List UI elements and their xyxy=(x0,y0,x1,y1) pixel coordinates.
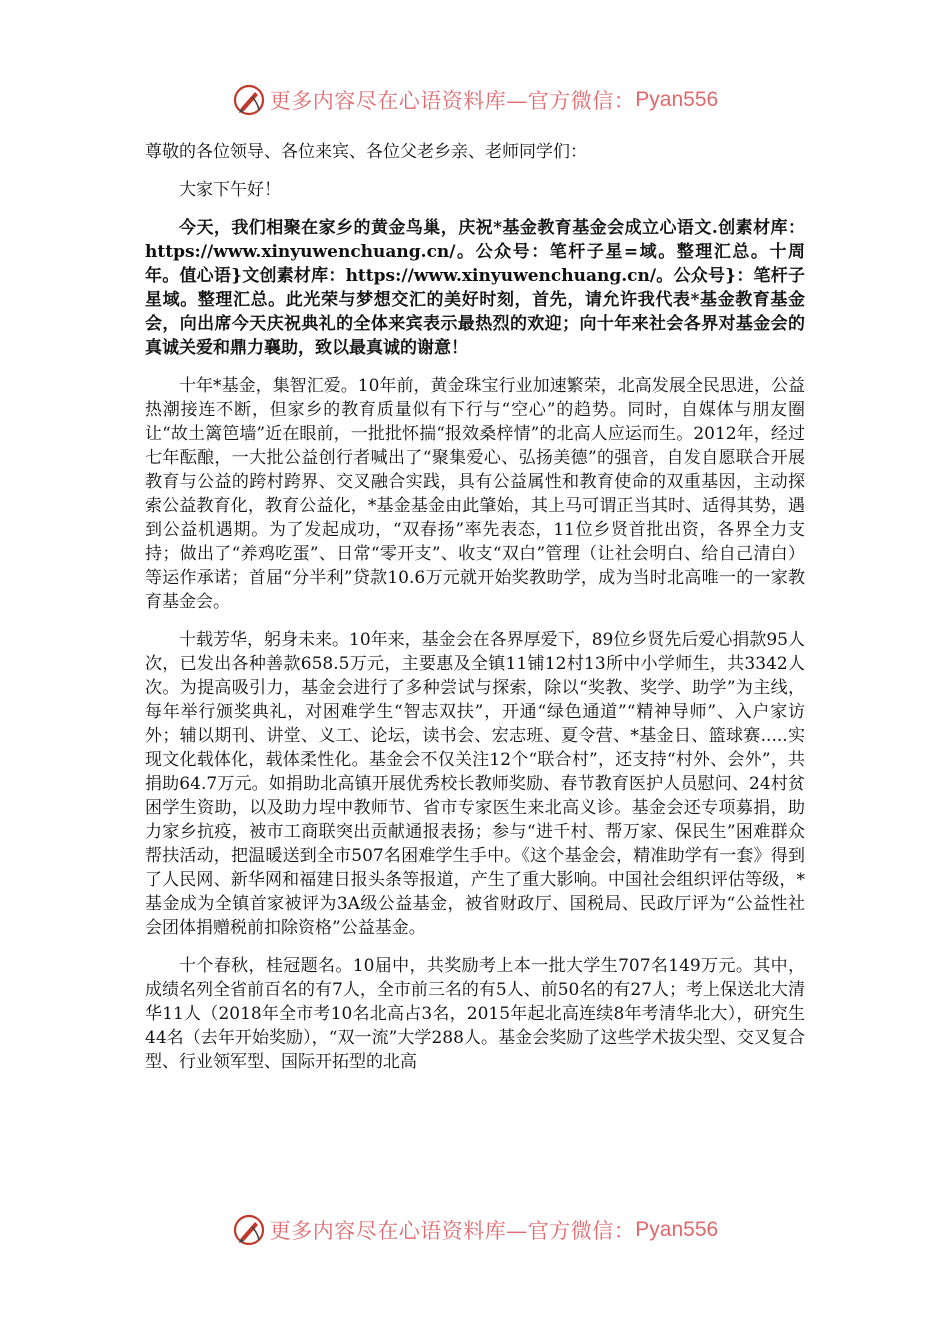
header-banner xyxy=(0,78,950,122)
pen-logo-icon xyxy=(232,1213,266,1247)
intro-paragraph: 今天，我们相聚在家乡的黄金鸟巢，庆祝*基金教育基金会成立心语文.创素材库：https://www.xinyuwenchuang.cn/。公众号：笔杆子星=域。整理汇总。十周年。值心语}文创素材库：https://www.xinyuwenchuang.cn/。公众号}：笔杆子星域。整理汇总。此光荣与梦想交汇的美好时刻，首先，请允许我代表*基金教育基金会，向出席今天庆祝典礼的全体来宾表示最热烈的欢迎；向十年来社会各界对基金会的真诚关爱和鼎力襄助，致以最真诚的谢意！ xyxy=(145,218,805,358)
greeting: 大家下午好！ xyxy=(179,180,281,200)
salutation: 尊敬的各位领导、各位来宾、各位父老乡亲、老师同学们： xyxy=(145,142,587,162)
pen-logo-icon xyxy=(232,83,266,117)
banner-text: 更多内容尽在心语资料库—官方微信： xyxy=(269,1219,636,1243)
banner-wechat-id: Pyan556 xyxy=(635,88,719,111)
paragraph-achievements: 十载芳华，躬身未来。10年来，基金会在各界厚爱下，89位乡贤先后爱心捐款95人次，已发出各种善款658.5万元，主要惠及全镇11铺12村13所中小学师生，共3342人次。为提高吸引力，基金会进行了多种尝试与探索，除以“奖教、奖学、助学”为主线，每年举行颁奖典礼，对困难学生“智志双扶”，开通“绿色通道”“精神导师”、入户家访外；辅以期刊、讲堂、义工、论坛，读书会、宏志班、夏令营、*基金日、篮球赛.....实现文化载体化，载体柔性化。基金会不仅关注12个“联合村”，还支持“村外、会外”，共捐助64.7万元。如捐助北高镇开展优秀校长教师奖励、春节教育医护人员慰问、24村贫困学生资助，以及助力埕中教师节、省市专家医生来北高义诊。基金会还专项募捐，助力家乡抗疫，被市工商联突出贡献通报表扬；参与“进千村、帮万家、保民生”困难群众帮扶活动，把温暖送到全市507名困难学生手中。《这个基金会，精准助学有一套》得到了人民网、新华网和福建日报头条等报道，产生了重大影响。中国社会组织评估等级，*基金成为全镇首家被评为3A级公益基金，被省财政厅、国税局、民政厅评为“公益性社会团体捐赠税前扣除资格”公益基金。 xyxy=(145,630,805,938)
footer-banner xyxy=(0,1208,950,1252)
paragraph-awards: 十个春秋，桂冠题名。10届中，共奖励考上本一批大学生707名149万元。其中，成绩名列全省前百名的有7人，全市前三名的有5人、前50名的有27人；考上保送北大清华11人（2018年全市考10名北高占3名，2015年起北高连续8年考清华北大），研究生44名（去年开始奖励），“双一流”大学288人。基金会奖励了这些学术拔尖型、交叉复合型、行业领军型、国际开拓型的北高 xyxy=(145,956,805,1072)
paragraph-founding: 十年*基金，集智汇爱。10年前，黄金珠宝行业加速繁荣，北高发展全民思进，公益热潮接连不断，但家乡的教育质量似有下行与“空心”的趋势。同时，自媒体与朋友圈让“故土篱笆墙”近在眼前，一批批怀揣“报效桑梓情”的北高人应运而生。2012年，经过七年酝酿，一大批公益创行者喊出了“聚集爱心、弘扬美德”的强音，自发自愿联合开展教育与公益的跨村跨界、交叉融合实践，具有公益属性和教育使命的双重基因，主动探索公益教育化，教育公益化，*基金基金由此肇始，其上马可谓正当其时、适得其势，遇到公益机遇期。为了发起成功，“双春扬”率先表态，11位乡贤首批出资，各界全力支持；做出了“养鸡吃蛋”、日常“零开支”、收支“双白”管理（让社会明白、给自己清白）等运作承诺；首届“分半利”贷款10.6万元就开始奖教助学，成为当时北高唯一的一家教育基金会。 xyxy=(145,376,805,612)
document-body xyxy=(145,140,805,1074)
banner-text: 更多内容尽在心语资料库—官方微信： xyxy=(269,89,636,113)
banner-wechat-id: Pyan556 xyxy=(635,1218,719,1241)
